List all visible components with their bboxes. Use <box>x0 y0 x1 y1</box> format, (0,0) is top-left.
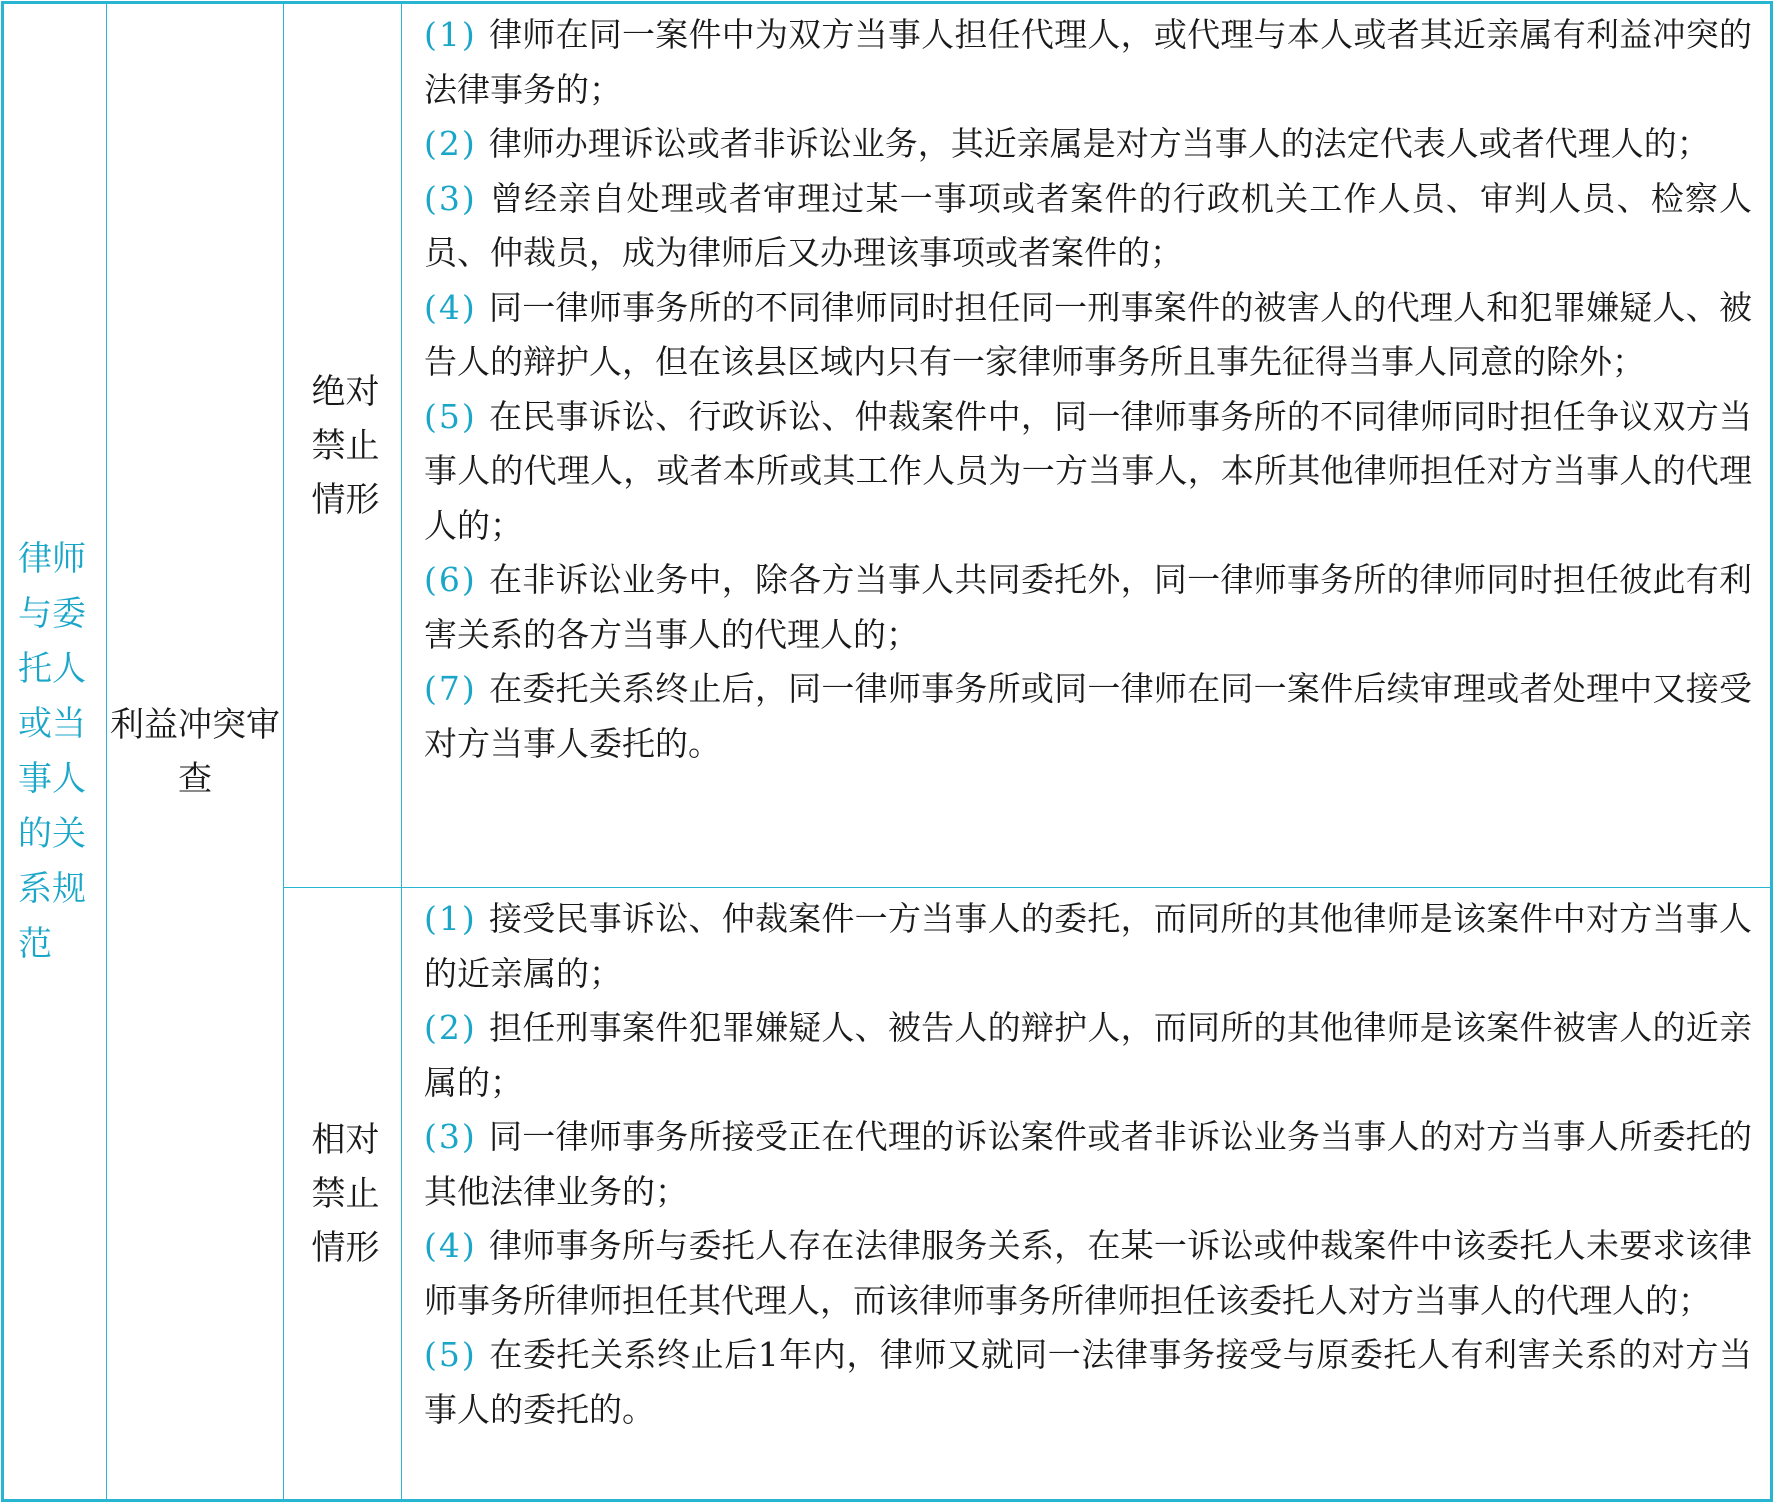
list-item <box>424 892 1752 1001</box>
list-item <box>424 1110 1752 1219</box>
item-number: (1) <box>424 899 477 938</box>
item-number: (1) <box>424 15 477 54</box>
list-item <box>424 117 1752 172</box>
item-number: (4) <box>424 1226 477 1265</box>
subcategory-cell <box>107 3 284 1501</box>
item-text: 律师办理诉讼或者非诉讼业务，其近亲属是对方当事人的法定代表人或者代理人的； <box>488 124 1710 163</box>
subcategory-label: 利益冲突审查 <box>110 704 280 799</box>
item-text: 担任刑事案件犯罪嫌疑人、被告人的辩护人，而同所的其他律师是该案件被害人的近亲属的； <box>424 1008 1752 1102</box>
item-number: (2) <box>424 124 477 163</box>
item-number: (3) <box>424 1117 477 1156</box>
item-text: 同一律师事务所的不同律师同时担任同一刑事案件的被害人的代理人和犯罪嫌疑人、被告人的辩护人，但在该县区域内只有一家律师事务所且事先征得当事人同意的除外； <box>424 287 1752 381</box>
item-text: 在委托关系终止后，同一律师事务所或同一律师在同一案件后续审理或者处理中又接受对方当事人委托的。 <box>424 669 1752 763</box>
table-row <box>3 3 1772 888</box>
item-text: 律师事务所与委托人存在法律服务关系，在某一诉讼或仲裁案件中该委托人未要求该律师事务所律师担任其代理人，而该律师事务所律师担任该委托人对方当事人的代理人的； <box>424 1226 1752 1320</box>
item-number: (6) <box>424 560 477 599</box>
absolute-prohibition-label: 绝对禁止情形 <box>311 371 380 520</box>
conflict-of-interest-table <box>1 1 1773 1502</box>
list-item <box>424 1328 1752 1437</box>
relative-prohibition-label: 相对禁止情形 <box>311 1119 380 1268</box>
relative-prohibition-items <box>402 888 1772 1501</box>
item-number: (5) <box>424 396 477 436</box>
item-number: (3) <box>424 178 477 218</box>
category-label: 律师与委托人或当事人的关系规范 <box>18 538 86 964</box>
item-text: 曾经亲自处理或者审理过某一事项或者案件的行政机关工作人员、审判人员、检察人员、仲裁员，成为律师后又办理该事项或者案件的； <box>424 178 1752 272</box>
list-item <box>424 8 1752 117</box>
list-item <box>424 1001 1752 1110</box>
list-item <box>424 662 1752 771</box>
absolute-prohibition-items <box>402 3 1772 888</box>
item-number: (7) <box>424 669 477 708</box>
item-text: 接受民事诉讼、仲裁案件一方当事人的委托，而同所的其他律师是该案件中对方当事人的近亲属的； <box>424 899 1752 993</box>
list-item <box>424 172 1752 281</box>
category-cell <box>3 3 107 1501</box>
item-number: (4) <box>424 287 477 327</box>
list-item <box>424 553 1752 662</box>
item-text: 在民事诉讼、行政诉讼、仲裁案件中，同一律师事务所的不同律师同时担任争议双方当事人的代理人，或者本所或其工作人员为一方当事人，本所其他律师担任对方当事人的代理人的； <box>424 396 1752 545</box>
item-text: 在委托关系终止后1年内，律师又就同一法律事务接受与原委托人有利害关系的对方当事人的委托的。 <box>424 1335 1752 1429</box>
list-item <box>424 281 1752 390</box>
item-text: 同一律师事务所接受正在代理的诉讼案件或者非诉讼业务当事人的对方当事人所委托的其他法律业务的； <box>424 1117 1752 1211</box>
item-text: 在非诉讼业务中，除各方当事人共同委托外，同一律师事务所的律师同时担任彼此有利害关系的各方当事人的代理人的； <box>424 560 1752 654</box>
item-number: (5) <box>424 1335 477 1374</box>
item-number: (2) <box>424 1008 477 1047</box>
item-text: 律师在同一案件中为双方当事人担任代理人，或代理与本人或者其近亲属有利益冲突的法律事务的； <box>424 15 1752 109</box>
absolute-prohibition-cell <box>284 3 402 888</box>
list-item <box>424 390 1752 554</box>
relative-prohibition-cell <box>284 888 402 1501</box>
list-item <box>424 1219 1752 1328</box>
